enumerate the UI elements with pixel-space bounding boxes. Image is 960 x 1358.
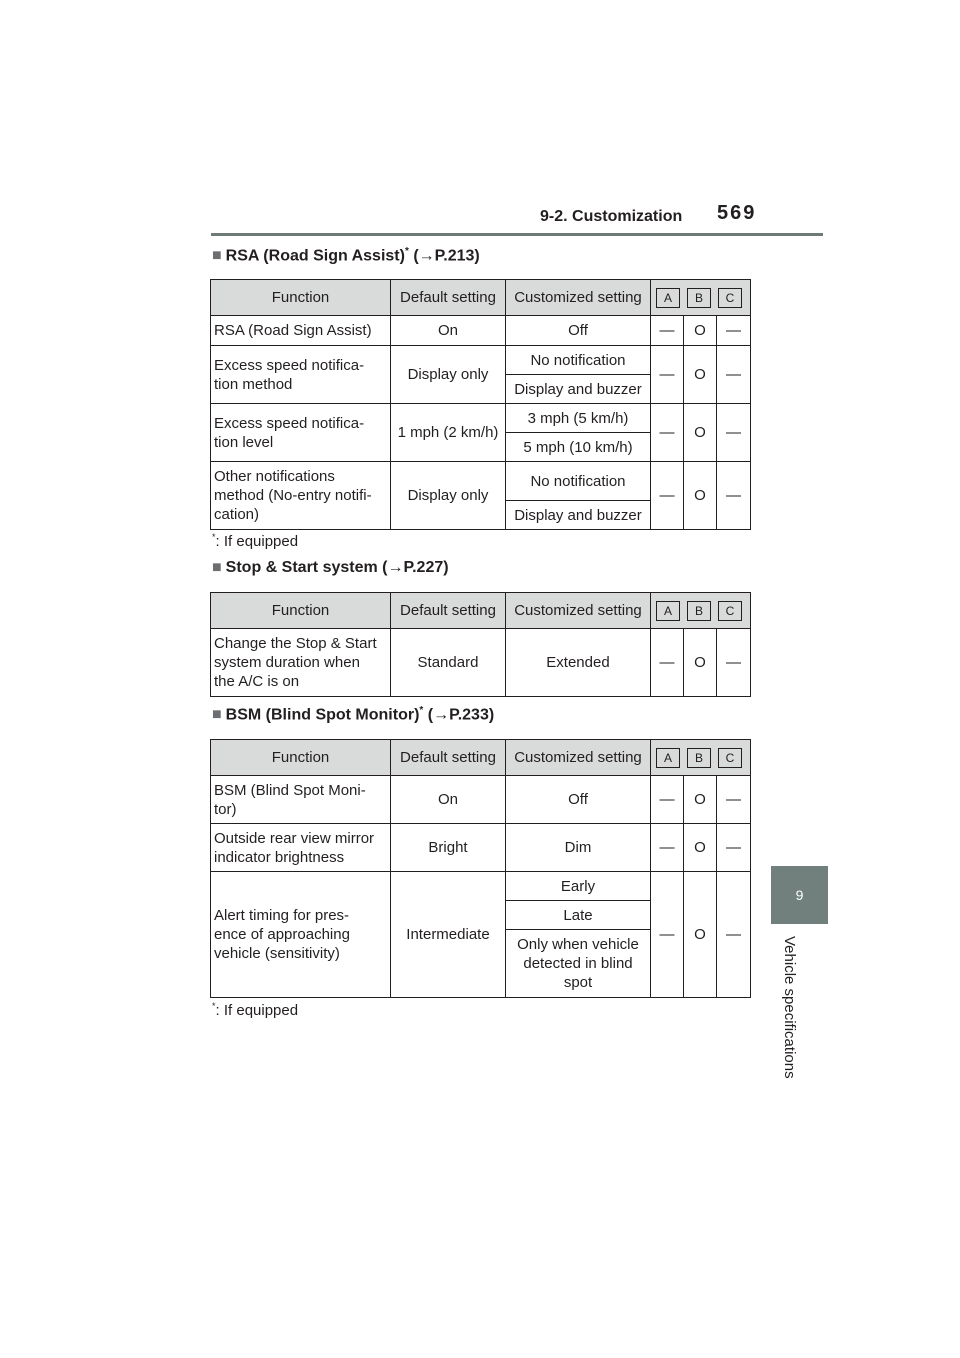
column-header-abc — [651, 740, 751, 776]
column-header-function: Function — [211, 740, 391, 776]
column-header-customized: Customized setting — [506, 593, 651, 629]
setting-b-box: B — [687, 288, 711, 308]
setting-b-box: B — [687, 601, 711, 621]
customized-setting-cell: Extended — [506, 629, 651, 697]
footnote-text: : If equipped — [215, 1002, 299, 1019]
customized-setting-cell: Late — [506, 901, 651, 930]
setting-c-cell: — — [717, 872, 751, 998]
abc-boxes — [654, 288, 747, 308]
function-cell: BSM (Blind Spot Moni- tor) — [211, 776, 391, 824]
table-row — [211, 824, 751, 872]
setting-c-cell: — — [717, 316, 751, 346]
setting-a-cell: — — [651, 872, 684, 998]
column-header-abc — [651, 280, 751, 316]
setting-b-box: B — [687, 748, 711, 768]
setting-b-cell: O — [684, 462, 717, 530]
customized-setting-cell: Display and buzzer — [506, 375, 651, 404]
setting-a-cell: — — [651, 404, 684, 462]
asterisk: * — [212, 1001, 216, 1011]
chapter-title: Vehicle specifications — [781, 936, 798, 1079]
setting-a-box: A — [656, 288, 680, 308]
setting-b-cell: O — [684, 346, 717, 404]
setting-c-cell: — — [717, 629, 751, 697]
footnote — [212, 532, 298, 550]
abc-boxes — [654, 748, 747, 768]
setting-b-cell: O — [684, 316, 717, 346]
customized-setting-cell: Dim — [506, 824, 651, 872]
heading-title: RSA (Road Sign Assist) — [225, 247, 405, 265]
function-cell: Excess speed notifica- tion level — [211, 404, 391, 462]
page-reference: (→P.227) — [382, 559, 449, 576]
setting-c-cell: — — [717, 404, 751, 462]
column-header-default: Default setting — [391, 593, 506, 629]
setting-c-box: C — [718, 288, 742, 308]
setting-c-cell: — — [717, 462, 751, 530]
default-setting-cell: On — [391, 776, 506, 824]
heading-title: BSM (Blind Spot Monitor) — [225, 706, 420, 724]
table-row — [211, 316, 751, 346]
default-setting-cell: Display only — [391, 346, 506, 404]
default-setting-cell: 1 mph (2 km/h) — [391, 404, 506, 462]
default-setting-cell: Intermediate — [391, 872, 506, 998]
square-bullet-icon: ■ — [212, 706, 222, 724]
function-cell: Change the Stop & Start system duration when the A/C is on — [211, 629, 391, 697]
column-header-abc — [651, 593, 751, 629]
setting-a-cell: — — [651, 824, 684, 872]
setting-b-cell: O — [684, 824, 717, 872]
customized-setting-cell: Early — [506, 872, 651, 901]
setting-a-cell: — — [651, 776, 684, 824]
column-header-customized: Customized setting — [506, 280, 651, 316]
setting-a-cell: — — [651, 462, 684, 530]
heading-title: Stop & Start system — [225, 559, 378, 576]
table-row — [211, 404, 751, 433]
rsa-settings-table — [210, 279, 751, 530]
customized-setting-cell: Off — [506, 776, 651, 824]
setting-a-cell: — — [651, 346, 684, 404]
page-reference: (→P.213) — [413, 247, 480, 265]
setting-c-cell: — — [717, 776, 751, 824]
header-row — [211, 593, 751, 629]
setting-c-box: C — [718, 601, 742, 621]
customized-setting-cell: Only when vehicle detected in blind spot — [506, 930, 651, 998]
customized-setting-cell: Off — [506, 316, 651, 346]
column-header-function: Function — [211, 593, 391, 629]
asterisk: * — [212, 532, 216, 542]
setting-c-cell: — — [717, 824, 751, 872]
column-header-customized: Customized setting — [506, 740, 651, 776]
section-heading-rsa — [212, 246, 480, 265]
setting-b-cell: O — [684, 629, 717, 697]
setting-a-cell: — — [651, 316, 684, 346]
default-setting-cell: Standard — [391, 629, 506, 697]
square-bullet-icon: ■ — [212, 559, 222, 576]
function-cell: RSA (Road Sign Assist) — [211, 316, 391, 346]
function-cell: Outside rear view mirror indicator brightness — [211, 824, 391, 872]
setting-a-box: A — [656, 748, 680, 768]
square-bullet-icon: ■ — [212, 247, 222, 265]
table-row — [211, 629, 751, 697]
table-row — [211, 776, 751, 824]
setting-b-cell: O — [684, 872, 717, 998]
header-rule — [211, 233, 823, 236]
table-row — [211, 346, 751, 375]
header-row — [211, 740, 751, 776]
customized-setting-cell: No notification — [506, 346, 651, 375]
abc-boxes — [654, 601, 747, 621]
stop-start-settings-table — [210, 592, 751, 697]
function-cell: Other notifications method (No-entry notifi- cation) — [211, 462, 391, 530]
function-cell: Alert timing for pres- ence of approaching vehicle (sensitivity) — [211, 872, 391, 998]
header-row — [211, 280, 751, 316]
default-setting-cell: On — [391, 316, 506, 346]
customized-setting-cell: Display and buzzer — [506, 501, 651, 530]
setting-c-box: C — [718, 748, 742, 768]
section-heading-stop-start — [212, 559, 449, 577]
setting-a-box: A — [656, 601, 680, 621]
section-heading-bsm — [212, 705, 494, 724]
footnote-text: : If equipped — [215, 533, 299, 550]
chapter-number: 9 — [795, 887, 804, 903]
chapter-tab — [771, 866, 828, 924]
section-label: 9-2. Customization — [540, 208, 683, 225]
page-header — [0, 0, 960, 240]
setting-b-cell: O — [684, 776, 717, 824]
customized-setting-cell: 3 mph (5 km/h) — [506, 404, 651, 433]
customized-setting-cell: 5 mph (10 km/h) — [506, 433, 651, 462]
footnote — [212, 1001, 298, 1019]
default-setting-cell: Display only — [391, 462, 506, 530]
column-header-function: Function — [211, 280, 391, 316]
setting-b-cell: O — [684, 404, 717, 462]
asterisk: * — [404, 246, 409, 257]
column-header-default: Default setting — [391, 740, 506, 776]
table-row — [211, 462, 751, 501]
bsm-settings-table — [210, 739, 751, 998]
asterisk: * — [419, 705, 424, 716]
column-header-default: Default setting — [391, 280, 506, 316]
setting-a-cell: — — [651, 629, 684, 697]
table-row — [211, 872, 751, 901]
setting-c-cell: — — [717, 346, 751, 404]
page-reference: (→P.233) — [427, 706, 495, 724]
function-cell: Excess speed notifica- tion method — [211, 346, 391, 404]
page-number: 569 — [717, 202, 757, 224]
default-setting-cell: Bright — [391, 824, 506, 872]
customized-setting-cell: No notification — [506, 462, 651, 501]
